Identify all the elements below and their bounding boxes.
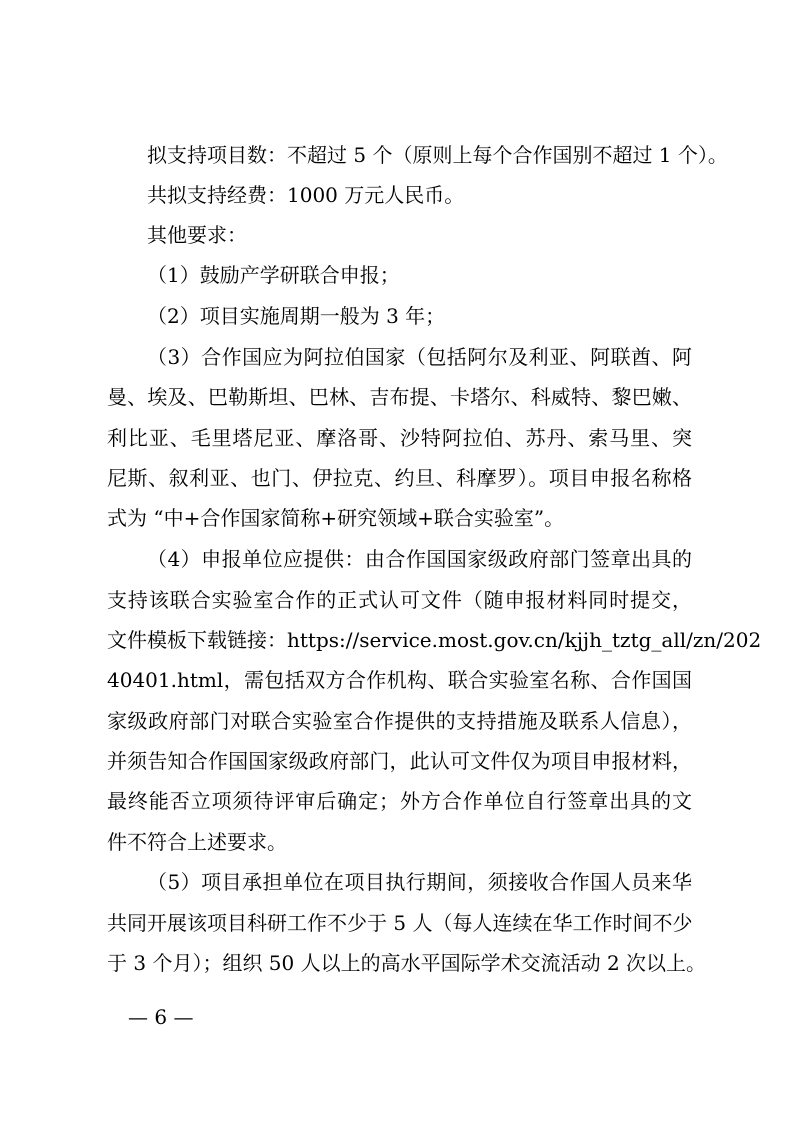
text-line: 共拟支持经费：1000 万元人民币。: [147, 183, 465, 207]
text-line: （3）合作国应为阿拉伯国家（包括阿尔及利亚、阿联酋、阿: [147, 345, 692, 369]
text-line: 件不符合上述要求。: [107, 830, 287, 854]
text-line: （5）项目承担单位在项目执行期间，须接收合作国人员来华: [147, 870, 692, 894]
text-line: 于 3 个月）；组织 50 人以上的高水平国际学术交流活动 2 次以上。: [107, 951, 707, 975]
text-line: （2）项目实施周期一般为 3 年；: [147, 304, 446, 328]
text-line: 其他要求：: [147, 223, 247, 247]
text-line: 家级政府部门对联合实验室合作提供的支持措施及联系人信息），: [107, 709, 692, 733]
text-line: 共同开展该项目科研工作不少于 5 人（每人连续在华工作时间不少: [107, 911, 693, 935]
text-line: 曼、埃及、巴勒斯坦、巴林、吉布提、卡塔尔、科威特、黎巴嫩、: [107, 385, 692, 409]
text-line: 40401.html，需包括双方合作机构、联合实验室名称、合作国国: [107, 668, 692, 692]
text-line: 文件模板下载链接：https://service.most.gov.cn/kjjh_tztg_all/zn/202: [107, 628, 762, 652]
text-line: 利比亚、毛里塔尼亚、摩洛哥、沙特阿拉伯、苏丹、索马里、突: [107, 426, 692, 450]
text-line: （1）鼓励产学研联合申报；: [147, 263, 400, 287]
text-line: 尼斯、叙利亚、也门、伊拉克、约旦、科摩罗）。项目申报名称格: [107, 466, 692, 490]
text-line: 最终能否立项须待评审后确定；外方合作单位自行签章出具的文: [107, 789, 692, 813]
text-line: 并须告知合作国国家级政府部门，此认可文件仅为项目申报材料，: [107, 749, 692, 773]
text-line: （4）申报单位应提供：由合作国国家级政府部门签章出具的: [147, 547, 692, 571]
text-line: 支持该联合实验室合作的正式认可文件（随申报材料同时提交，: [107, 588, 692, 612]
page-number: — 6 —: [128, 1005, 194, 1029]
text-line: 式为 “中+合作国家简称+研究领域+联合实验室”。: [107, 506, 565, 530]
text-line: 拟支持项目数：不超过 5 个（原则上每个合作国别不超过 1 个）。: [147, 143, 728, 167]
